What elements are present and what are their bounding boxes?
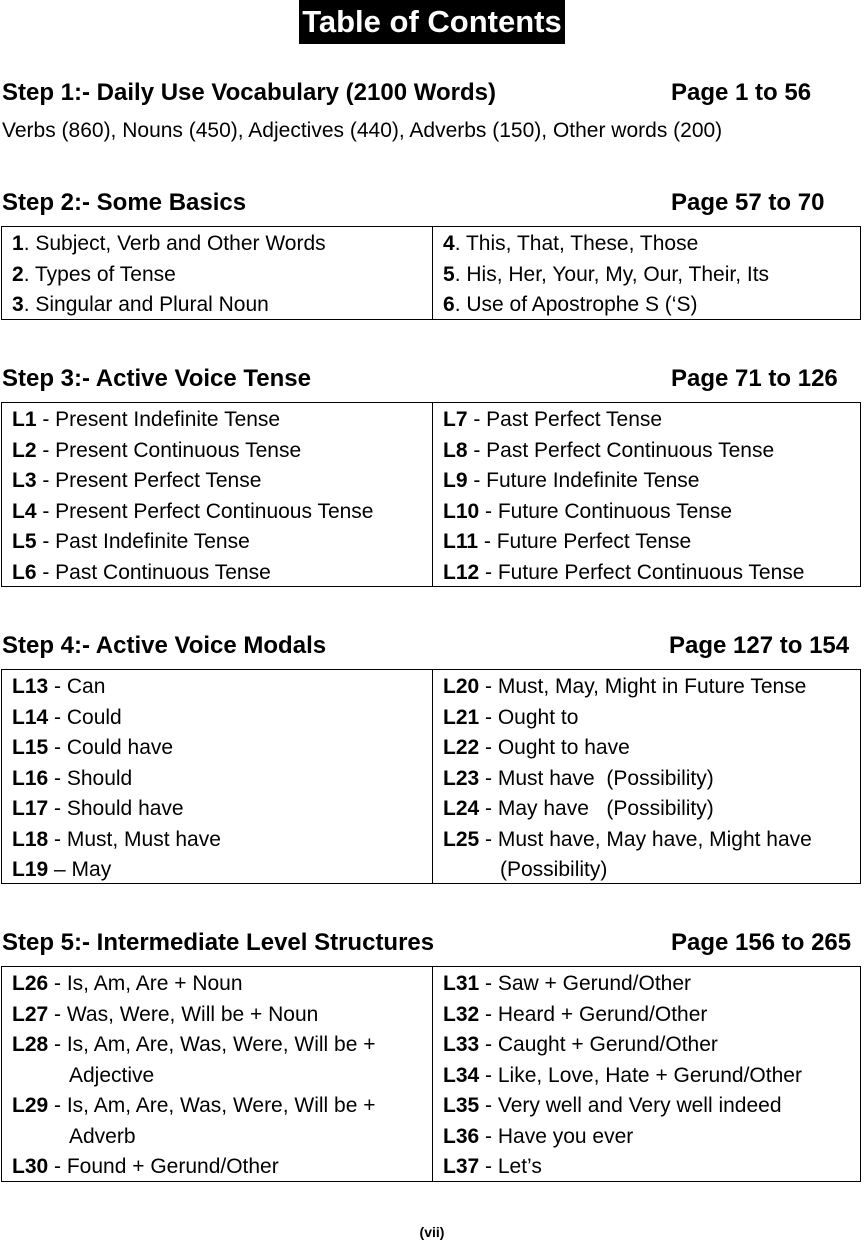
list-item: L36 - Have you ever: [443, 1124, 634, 1148]
step-5-heading-row: [2, 928, 860, 958]
step-3-right-column: [433, 403, 860, 586]
list-item: L8 - Past Perfect Continuous Tense: [443, 438, 775, 462]
step-1-heading-row: [2, 78, 860, 108]
step-5-heading: Step 5:- Intermediate Level Structures: [2, 929, 435, 956]
list-item: L21 - Ought to: [443, 705, 579, 729]
list-item: L2 - Present Continuous Tense: [12, 438, 302, 462]
step-5-box: [1, 966, 861, 1182]
list-item: 5. His, Her, Your, My, Our, Their, Its: [443, 262, 770, 286]
list-item: L23 - Must have (Possibility): [443, 766, 714, 790]
step-3-pages: Page 71 to 126: [671, 365, 838, 392]
step-4-right-column: [433, 670, 860, 883]
list-item: L34 - Like, Love, Hate + Gerund/Other: [443, 1063, 802, 1087]
list-item: L18 - Must, Must have: [12, 827, 221, 851]
list-item: L19 – May: [12, 858, 112, 881]
step-5-left-column: [2, 967, 433, 1181]
page-number: (vii): [419, 1224, 445, 1240]
step-4-left-column: [2, 670, 433, 883]
list-item: 1. Subject, Verb and Other Words: [12, 232, 326, 255]
list-item: 3. Singular and Plural Noun: [12, 293, 269, 316]
list-item: L37 - Let’s: [443, 1155, 542, 1178]
list-item: L13 - Can: [12, 675, 106, 698]
list-item: L17 - Should have: [12, 797, 184, 820]
step-1-heading: Step 1:- Daily Use Vocabulary (2100 Words): [2, 79, 496, 106]
list-item: L20 - Must, May, Might in Future Tense: [443, 675, 807, 698]
list-item: L30 - Found + Gerund/Other: [12, 1155, 279, 1178]
list-item: L9 - Future Indefinite Tense: [443, 469, 700, 492]
list-item: L25 - Must have, May have, Might have (Possibility): [443, 827, 812, 881]
list-item: L6 - Past Continuous Tense: [12, 560, 271, 584]
step-5-right-column: [433, 967, 860, 1181]
step-4-pages: Page 127 to 154: [669, 632, 850, 659]
list-item: L1 - Present Indefinite Tense: [12, 408, 281, 431]
list-item: L32 - Heard + Gerund/Other: [443, 1002, 708, 1026]
list-item: L7 - Past Perfect Tense: [443, 408, 663, 431]
step-2-left-column: [2, 227, 433, 319]
step-3-heading: Step 3:- Active Voice Tense: [2, 365, 311, 392]
list-item: 2. Types of Tense: [12, 262, 176, 286]
list-item: L12 - Future Perfect Continuous Tense: [443, 560, 805, 584]
list-item: L35 - Very well and Very well indeed: [443, 1094, 782, 1117]
list-item: L24 - May have (Possibility): [443, 797, 714, 820]
step-1-pages: Page 1 to 56: [671, 79, 812, 106]
step-4-box: [1, 669, 861, 884]
step-4-heading-row: [2, 631, 860, 661]
list-item: L3 - Present Perfect Tense: [12, 469, 262, 492]
list-item: L26 - Is, Am, Are + Noun: [12, 972, 243, 995]
list-item: L33 - Caught + Gerund/Other: [443, 1033, 718, 1056]
list-item: L15 - Could have: [12, 736, 174, 759]
step-3-left-column: [2, 403, 433, 586]
list-item: L31 - Saw + Gerund/Other: [443, 972, 692, 995]
list-item: L11 - Future Perfect Tense: [443, 530, 692, 553]
list-item: L28 - Is, Am, Are, Was, Were, Will be + Adjective: [12, 1033, 376, 1087]
list-item: 4. This, That, These, Those: [443, 232, 699, 255]
list-item: L16 - Should: [12, 766, 133, 790]
list-item: 6. Use of Apostrophe S (‘S): [443, 293, 698, 316]
step-2-heading-row: [2, 188, 860, 218]
step-3-box: [1, 402, 861, 587]
list-item: L29 - Is, Am, Are, Was, Were, Will be + Adverb: [12, 1094, 376, 1148]
step-2-box: [1, 226, 861, 320]
page-title: Table of Contents: [299, 0, 564, 44]
step-4-heading: Step 4:- Active Voice Modals: [2, 632, 327, 659]
step-2-right-column: [433, 227, 860, 319]
step-1-description: Verbs (860), Nouns (450), Adjectives (440), Adverbs (150), Other words (200): [2, 119, 723, 142]
list-item: L5 - Past Indefinite Tense: [12, 530, 250, 553]
list-item: L27 - Was, Were, Will be + Noun: [12, 1002, 319, 1026]
step-5-pages: Page 156 to 265: [671, 929, 852, 956]
list-item: L14 - Could: [12, 705, 122, 729]
step-2-heading: Step 2:- Some Basics: [2, 189, 247, 216]
title-area: [0, 0, 864, 44]
list-item: L4 - Present Perfect Continuous Tense: [12, 499, 374, 523]
list-item: L10 - Future Continuous Tense: [443, 499, 733, 523]
step-2-pages: Page 57 to 70: [671, 189, 825, 216]
step-3-heading-row: [2, 364, 860, 394]
list-item: L22 - Ought to have: [443, 736, 630, 759]
